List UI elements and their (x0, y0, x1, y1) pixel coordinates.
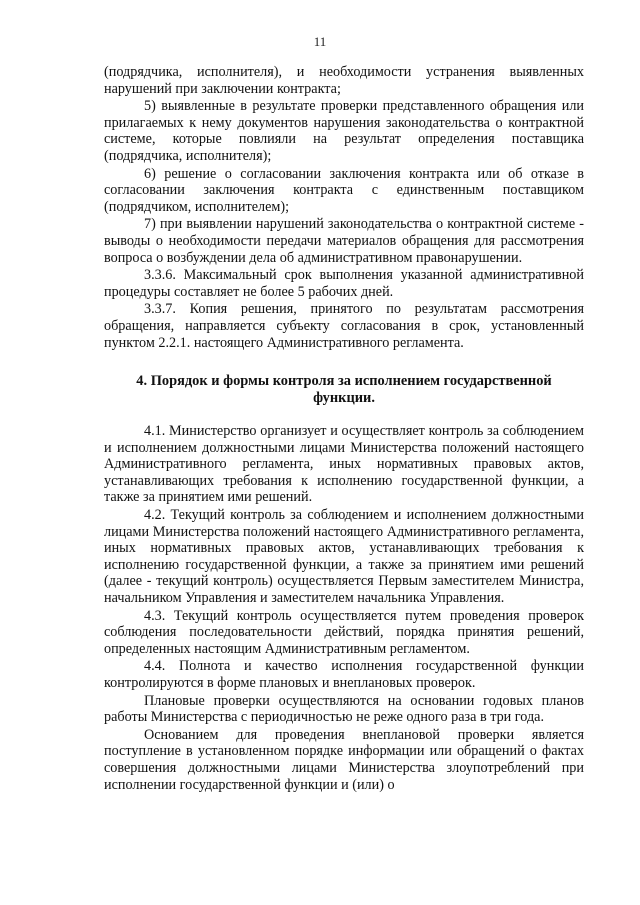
page-number: 11 (313, 34, 327, 49)
paragraph: (подрядчика, исполнителя), и необходимости устранения выявленных нарушений при заключении контракта; (104, 64, 584, 97)
paragraph: 4.1. Министерство организует и осуществляет контроль за соблюдением и исполнением должностными лицами Министерства положений настоящего Административного регламента, иных нормативных правовых актов, устанавливающих требования к исполнению государственной функции, а также за принятием ими решений. (104, 423, 584, 506)
paragraph: 6) решение о согласовании заключения контракта или об отказе в согласовании заключения контракта с единственным поставщиком (подрядчиком, исполнителем); (104, 165, 584, 215)
paragraph: Основанием для проведения внеплановой проверки является поступление в установленном порядке информации или обращений о фактах совершения должностными лицами Министерства злоупотреблений при исполнении государственной функции и (или) о (104, 726, 584, 793)
section-heading: 4. Порядок и формы контроля за исполнением государственной функции. (136, 373, 552, 407)
paragraphs-before (104, 64, 584, 351)
paragraphs-after (104, 423, 584, 793)
paragraph: 4.2. Текущий контроль за соблюдением и исполнением должностными лицами Министерства положений настоящего Административного регламента, иных нормативных правовых актов, устанавливающих требования к исполнению государственной функции, а также за принятием ими решений (далее - текущий контроль) осуществляется Первым заместителем Министра, начальником Управления и заместителем начальника Управления. (104, 507, 584, 607)
paragraph: 3.3.6. Максимальный срок выполнения указанной административной процедуры составляет не более 5 рабочих дней. (104, 267, 584, 300)
paragraph: 3.3.7. Копия решения, принятого по результатам рассмотрения обращения, направляется субъекту согласования в срок, установленный пунктом 2.2.1. настоящего Административного регламента. (104, 301, 584, 351)
paragraph: 5) выявленные в результате проверки представленного обращения или прилагаемых к нему документов нарушения законодательства о контрактной системе, которые повлияли на результат определения поставщика (подрядчика, исполнителя); (104, 98, 584, 164)
paragraph: 4.4. Полнота и качество исполнения государственной функции контролируются в форме плановых и внеплановых проверок. (104, 658, 584, 691)
paragraph: 4.3. Текущий контроль осуществляется путем проведения проверок соблюдения последовательности действий, порядка принятия решений, определенных настоящим Административным регламентом. (104, 607, 584, 657)
paragraph: 7) при выявлении нарушений законодательства о контрактной системе - выводы о необходимости передачи материалов обращения для рассмотрения вопроса о возбуждении дела об административном правонарушении. (104, 216, 584, 266)
paragraph: Плановые проверки осуществляются на основании годовых планов работы Министерства с периодичностью не реже одного раза в три года. (104, 692, 584, 726)
document-body (104, 64, 584, 794)
